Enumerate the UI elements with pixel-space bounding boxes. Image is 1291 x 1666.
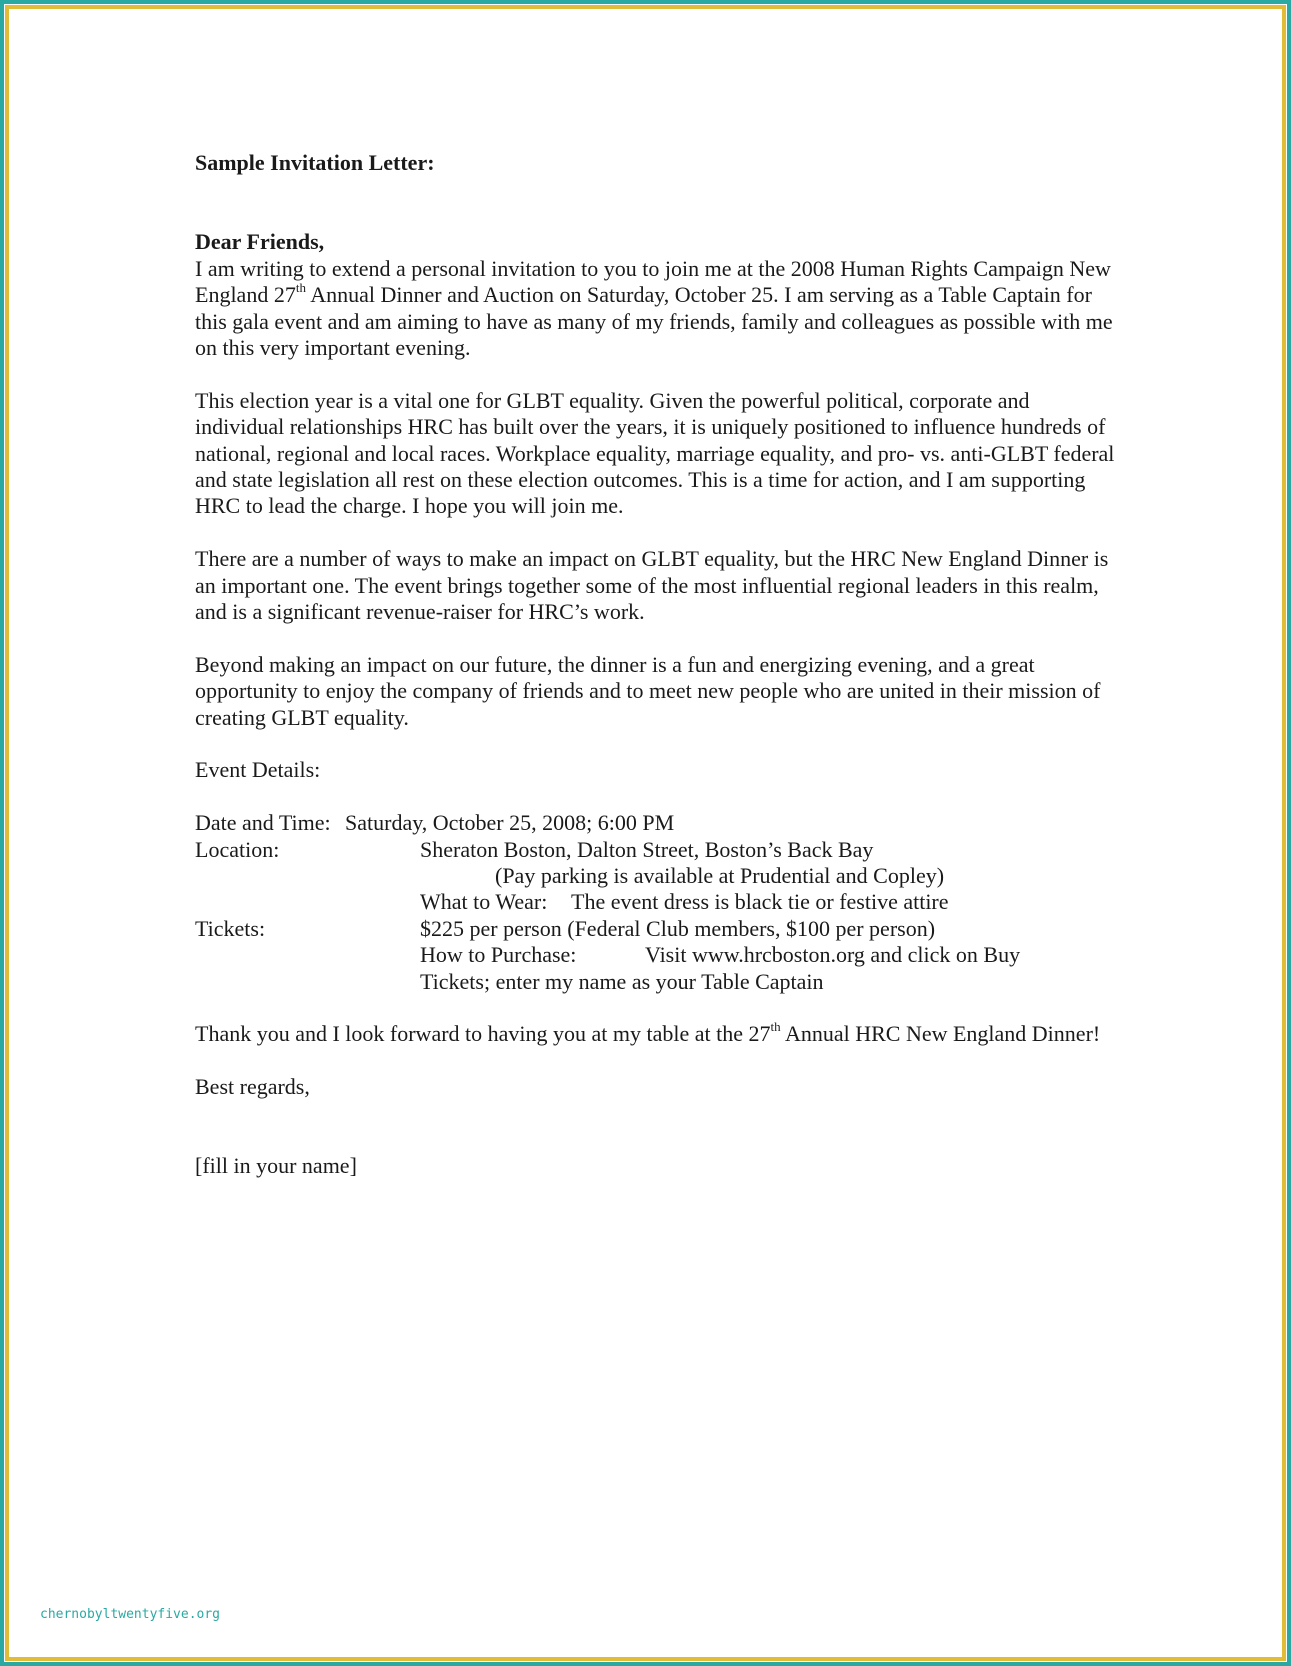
location-value: Sheraton Boston, Dalton Street, Boston’s Back Bay bbox=[420, 836, 874, 862]
ordinal-suffix: th bbox=[295, 279, 306, 295]
paragraph-intro bbox=[195, 256, 1115, 362]
closing-ordinal-suffix: th bbox=[770, 1019, 781, 1035]
parking-note: (Pay parking is available at Prudential and Copley) bbox=[495, 863, 945, 889]
purchase-value: Visit www.hrcboston.org and click on Buy bbox=[645, 942, 1021, 968]
purchase-value-cont: Tickets; enter my name as your Table Captain bbox=[420, 968, 824, 994]
wear-label: What to Wear: bbox=[420, 889, 548, 915]
detail-row-parking bbox=[195, 863, 1115, 889]
paragraph-future: Beyond making an impact on our future, the dinner is a fun and energizing evening, and a great opportunity to enjoy the company of friends and to meet new people who are united in their mission of creating GLBT equality. bbox=[195, 651, 1101, 730]
closing-part1: Thank you and I look forward to having you at my table at the 27 bbox=[195, 1021, 771, 1047]
paragraph-closing bbox=[195, 1021, 1115, 1047]
signature-placeholder: [fill in your name] bbox=[195, 1153, 357, 1179]
event-details bbox=[195, 810, 1115, 995]
letter-page bbox=[195, 150, 1115, 1180]
paragraph-impact: There are a number of ways to make an impact on GLBT equality, but the HRC New England Dinner is an important one. The event brings together some of the most influential regional leaders in this realm, and is a significant revenue-raiser for HRC’s work. bbox=[195, 546, 1109, 625]
tickets-value: $225 per person (Federal Club members, $100 per person) bbox=[420, 915, 936, 941]
closing-part2: Annual HRC New England Dinner! bbox=[780, 1021, 1101, 1047]
event-details-heading: Event Details: bbox=[195, 757, 321, 783]
detail-row-purchase-cont bbox=[195, 969, 1115, 995]
paragraph-election: This election year is a vital one for GLBT equality. Given the powerful political, corporate and individual relationships HRC has built over the years, it is uniquely positioned to influence hundreds of national, regional and local races. Workplace equality, marriage equality, and pro- vs. anti-GLBT federal and state legislation all rest on these election outcomes. This is a time for action, and I am supporting HRC to lead the charge. I hope you will join me. bbox=[195, 387, 1115, 519]
datetime-value: Saturday, October 25, 2008; 6:00 PM bbox=[345, 810, 675, 836]
signoff: Best regards, bbox=[195, 1074, 310, 1100]
salutation: Dear Friends, bbox=[195, 229, 325, 255]
detail-row-wear bbox=[195, 889, 1115, 915]
detail-row-purchase bbox=[195, 942, 1115, 968]
purchase-label: How to Purchase: bbox=[420, 942, 577, 968]
detail-row-datetime bbox=[195, 810, 1115, 836]
paragraph-intro-part2: Annual Dinner and Auction on Saturday, October 25. I am serving as a Table Captain for this gala event and am aiming to have as many of my friends, family and colleagues as possible with me on this very important evening. bbox=[195, 282, 1113, 361]
letter-title: Sample Invitation Letter: bbox=[195, 150, 435, 175]
detail-row-location bbox=[195, 837, 1115, 863]
tickets-label: Tickets: bbox=[195, 915, 266, 941]
watermark-text: chernobyltwentyfive.org bbox=[40, 1607, 221, 1622]
wear-value: The event dress is black tie or festive attire bbox=[571, 889, 949, 915]
datetime-label: Date and Time: bbox=[195, 810, 331, 836]
location-label: Location: bbox=[195, 836, 280, 862]
detail-row-tickets bbox=[195, 916, 1115, 942]
paragraph-intro-part1: I am writing to extend a personal invitation to you to join me at the 2008 Human Rights Campaign New England 27 bbox=[195, 255, 1111, 308]
